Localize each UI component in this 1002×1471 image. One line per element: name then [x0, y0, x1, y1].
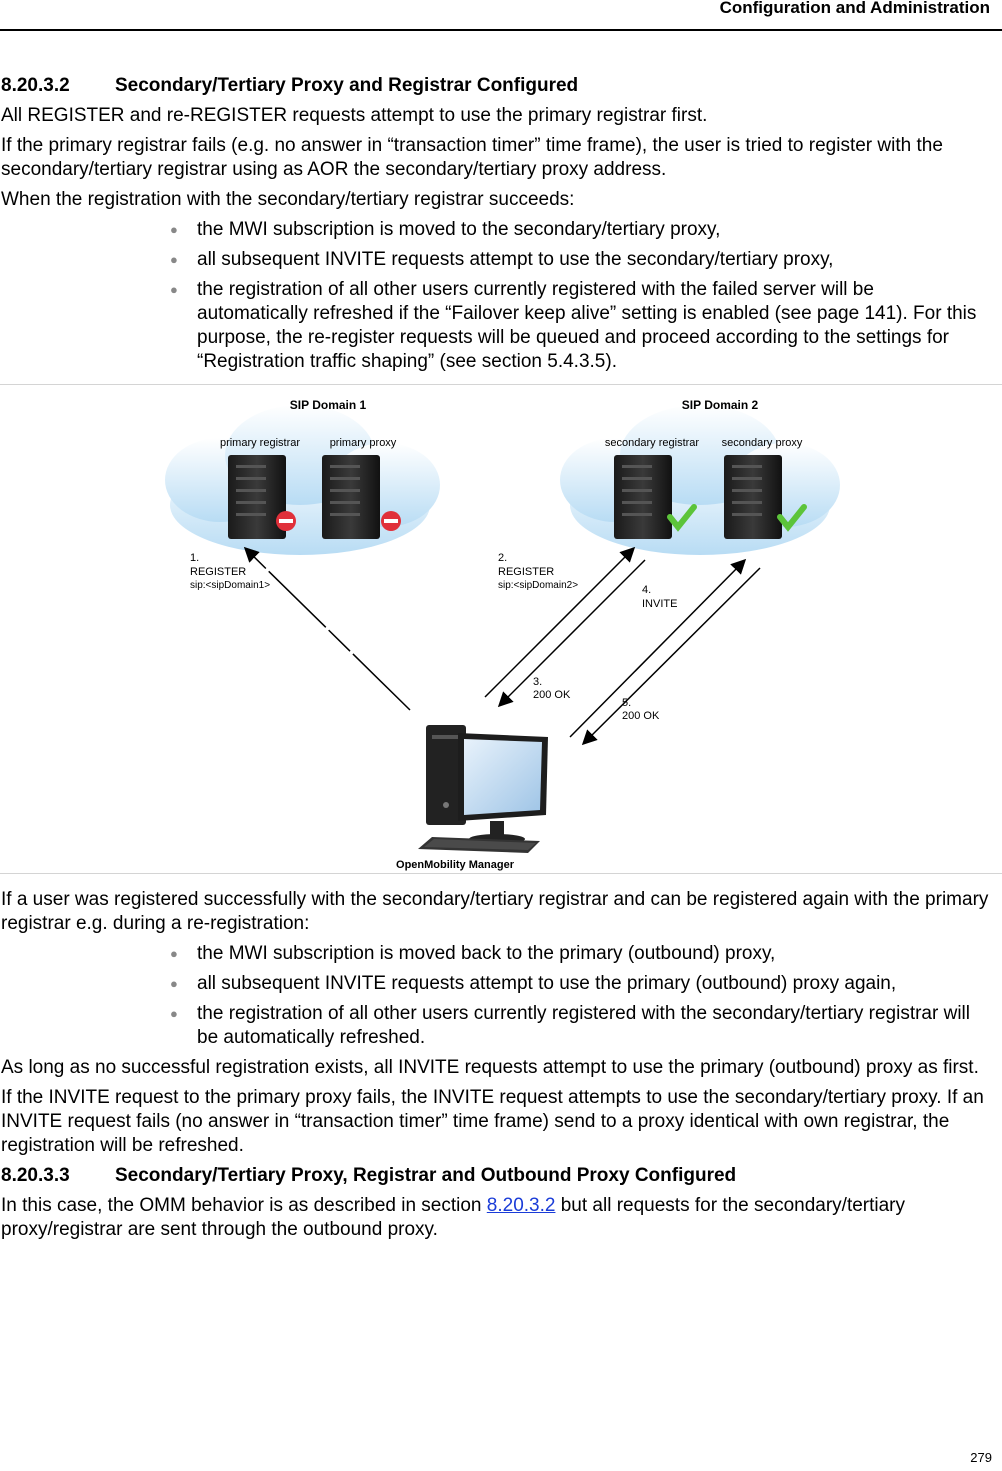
bullet-icon: ● — [170, 976, 178, 991]
running-header-title: Configuration and Administration — [719, 0, 990, 17]
secondary-registrar-label: secondary registrar — [604, 437, 700, 449]
section-number: 8.20.3.2 — [1, 75, 70, 96]
step-4-number: 4. — [642, 584, 652, 596]
paragraph: All REGISTER and re-REGISTER requests attempt to use the primary registrar first. — [1, 105, 708, 126]
primary-proxy-label: primary proxy — [329, 437, 397, 449]
step-2-message: REGISTER — [498, 566, 555, 578]
fail-icon — [276, 511, 296, 531]
step-1-message: REGISTER — [190, 566, 247, 578]
paragraph: When the registration with the secondary/tertiary registrar succeeds: — [1, 189, 575, 210]
section-link-8-20-3-2[interactable]: 8.20.3.2 — [486, 1195, 556, 1216]
primary-registrar-label: primary registrar — [219, 437, 301, 449]
list-item: ● the registration of all other users currently registered with the failed server will be automatically refreshed if the “Failover keep alive” setting is enabled (see page 141). For this purpose, the re-register requests will be queued and proceed according to the settings for “Registration traffic shaping” (see section 5.4.3.5). — [170, 279, 977, 372]
step-3-number: 3. — [533, 676, 543, 688]
list-item: ● all subsequent INVITE requests attempt to use the primary (outbound) proxy again, — [170, 973, 897, 994]
domain-1-label: SIP Domain 1 — [289, 398, 367, 412]
list-item: ● the MWI subscription is moved back to the primary (outbound) proxy, — [170, 943, 776, 964]
secondary-proxy-server-icon — [724, 455, 782, 539]
section-number: 8.20.3.3 — [1, 1165, 70, 1186]
step-1-number: 1. — [190, 552, 200, 564]
step-4-message: INVITE — [642, 598, 678, 610]
step-2-number: 2. — [498, 552, 508, 564]
page-number: 279 — [970, 1450, 992, 1465]
diagram-canvas — [0, 385, 1002, 873]
bullet-icon: ● — [170, 222, 178, 237]
step-5-number: 5. — [622, 697, 632, 709]
sip-domain-1-cloud — [165, 405, 440, 555]
bullet-icon: ● — [170, 282, 178, 297]
register-arrow-1 — [246, 549, 410, 710]
list-item: ● all subsequent INVITE requests attempt to use the secondary/tertiary proxy, — [170, 249, 834, 270]
computer-icon — [418, 725, 548, 853]
secondary-registrar-server-icon — [614, 455, 672, 539]
page-content — [0, 70, 995, 1248]
primary-proxy-server-icon — [322, 455, 380, 539]
section-title: Secondary/Tertiary Proxy, Registrar and Outbound Proxy Configured — [115, 1165, 737, 1186]
sip-failover-diagram — [0, 384, 1002, 874]
section-heading-8-20-3-3 — [0, 1164, 995, 1188]
secondary-proxy-label: secondary proxy — [721, 437, 803, 449]
bullet-list — [0, 942, 995, 1050]
bullet-icon: ● — [170, 1006, 178, 1021]
list-item: ● the MWI subscription is moved to the secondary/tertiary proxy, — [170, 219, 721, 240]
domain-2-label: SIP Domain 2 — [681, 398, 759, 412]
paragraph: As long as no successful registration exists, all INVITE requests attempt to use the primary (outbound) proxy as first. — [1, 1057, 979, 1078]
paragraph: If the primary registrar fails (e.g. no answer in “transaction timer” time frame), the user is tried to register with the secondary/tertiary registrar using as AOR the secondary/tertiary proxy address. — [1, 135, 943, 180]
step-2-uri: sip:<sipDomain2> — [498, 580, 579, 591]
header-rule — [0, 29, 1002, 31]
bullet-icon: ● — [170, 946, 178, 961]
section-heading-8-20-3-2 — [0, 74, 995, 98]
section-title: Secondary/Tertiary Proxy and Registrar Configured — [115, 75, 579, 96]
computer-label: OpenMobility Manager — [396, 859, 514, 871]
list-item: ● the registration of all other users currently registered with the secondary/tertiary registrar will be automatically refreshed. — [170, 1003, 970, 1048]
step-3-message: 200 OK — [533, 689, 571, 701]
sip-domain-2-cloud — [560, 405, 840, 555]
fail-icon — [381, 511, 401, 531]
paragraph: In this case, the OMM behavior is as described in section 8.20.3.2 but all requests for the secondary/tertiary proxy/registrar are sent through the outbound proxy. — [1, 1195, 906, 1240]
paragraph: If a user was registered successfully with the secondary/tertiary registrar and can be registered again with the primary registrar e.g. during a re-registration: — [1, 889, 989, 934]
step-5-message: 200 OK — [622, 710, 660, 722]
primary-registrar-server-icon — [228, 455, 286, 539]
bullet-list — [0, 218, 995, 374]
paragraph: If the INVITE request to the primary proxy fails, the INVITE request attempts to use the secondary/tertiary proxy. If an INVITE request fails (no answer in “transaction timer” time frame) send to a proxy identical with own registrar, the registration will be refreshed. — [1, 1087, 984, 1156]
step-1-uri: sip:<sipDomain1> — [190, 580, 271, 591]
bullet-icon: ● — [170, 252, 178, 267]
